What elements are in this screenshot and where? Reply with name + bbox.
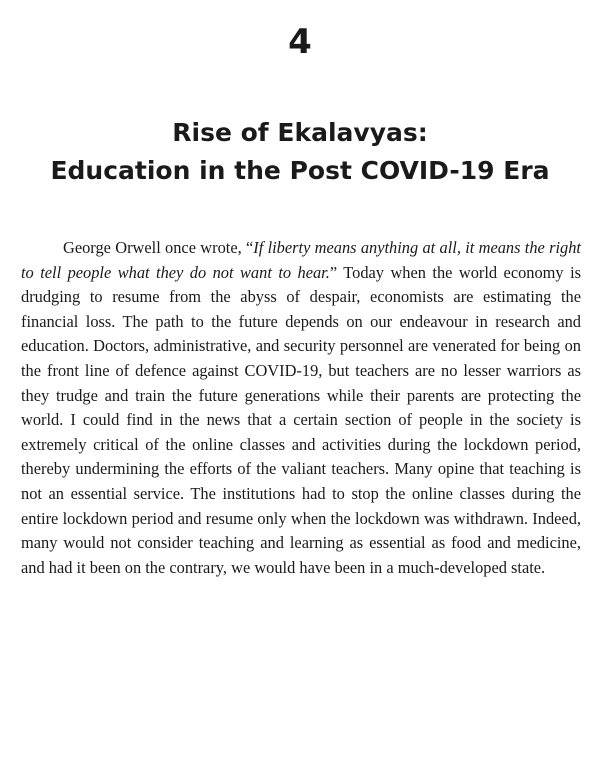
paragraph-remainder: ” Today when the world economy is drudging to resume from the abyss of despair, economists are estimating the financial loss. The path to the future depends on our endeavour in research and education. Doctors, administrative, and security personnel are venerated for being on the front line of defence against COVID-19, but teachers are no lesser warriors as they trudge and train the future generations while their parents are protecting the world. I could find in the news that a certain section of people in the society is extremely critical of the online classes and activities during the lockdown period, thereby undermining the efforts of the valiant teachers. Many opine that teaching is not an essential service. The institutions had to stop the online classes during the entire lockdown period and resume only when the lockdown was withdrawn. Indeed, many would not consider teaching and learning as essential as food and medicine, and had it been on the contrary, we would have been in a much-developed state. <box>21 262 581 577</box>
chapter-title-line-1: Rise of Ekalavyas: <box>172 118 428 147</box>
orwell-quote: If liberty means anything at all, it means the right to tell people what they do not want to hear. <box>21 238 581 282</box>
chapter-number: 4 <box>288 22 312 62</box>
body-paragraph <box>21 236 581 580</box>
chapter-title <box>20 114 580 190</box>
paragraph-lead: George Orwell once wrote, “ <box>63 238 254 257</box>
chapter-title-line-2: Education in the Post COVID-19 Era <box>50 156 550 185</box>
